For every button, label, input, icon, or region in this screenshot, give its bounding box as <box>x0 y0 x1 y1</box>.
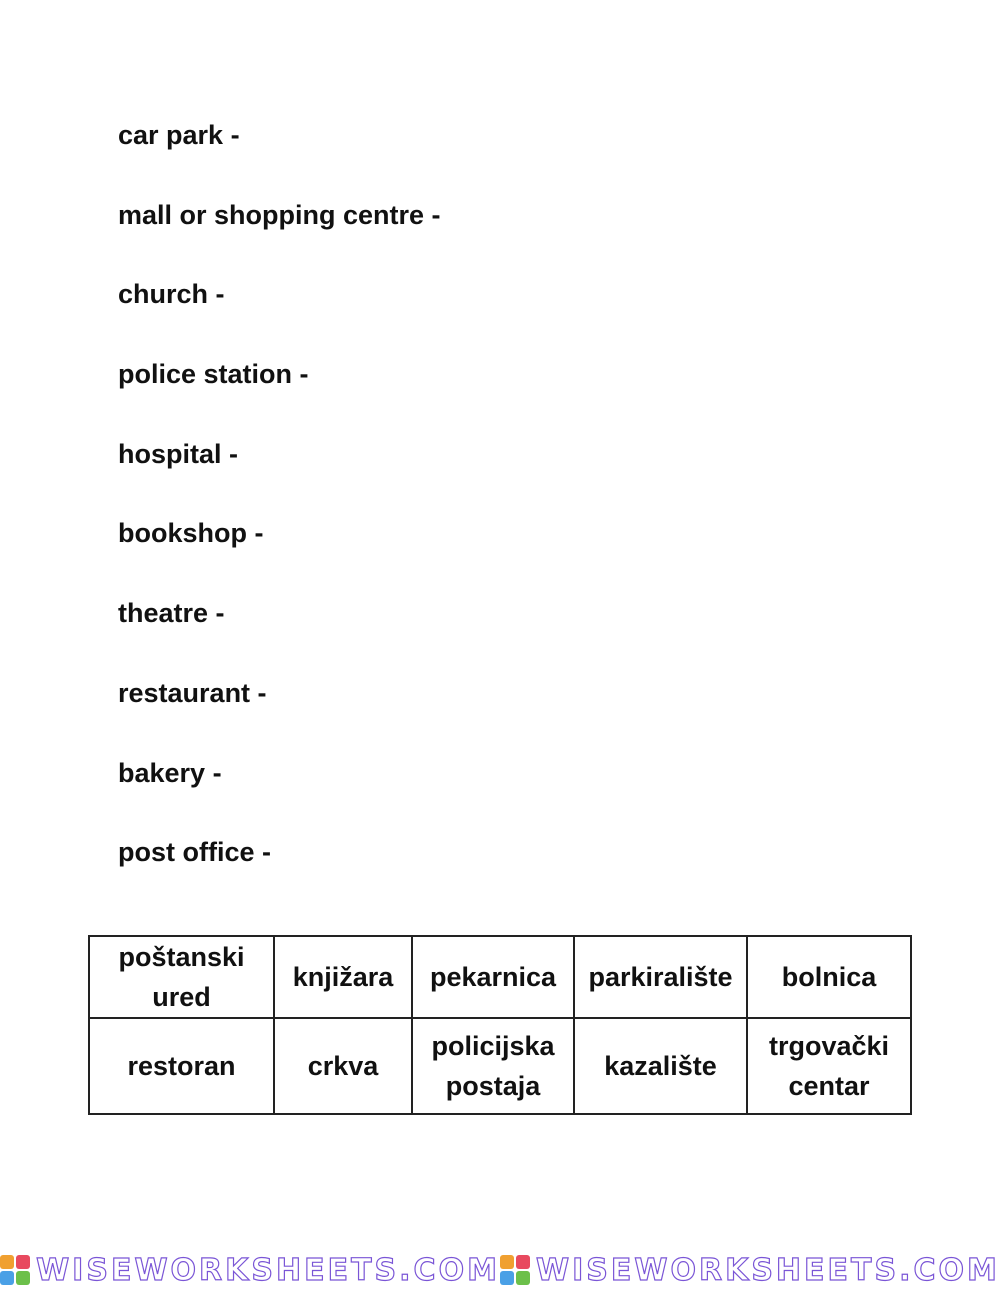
word-card[interactable]: restoran <box>89 1018 274 1114</box>
word-bank-row <box>89 1018 911 1114</box>
word-card[interactable]: bolnica <box>747 936 911 1018</box>
prompt-theatre: theatre - <box>118 598 225 629</box>
prompt-hospital: hospital - <box>118 438 238 469</box>
footer-watermark <box>0 1252 1000 1288</box>
prompt-police-station: police station - <box>118 359 309 390</box>
brand-watermark <box>0 1253 500 1288</box>
brand-text: WISEWORKSHEETS.COM <box>36 1252 500 1288</box>
brand-logo-icon <box>500 1255 530 1285</box>
prompt-post-office: post office - <box>118 837 271 868</box>
word-card[interactable]: kazalište <box>574 1018 747 1114</box>
prompt-mall: mall or shopping centre - <box>118 199 441 230</box>
brand-watermark <box>500 1253 1000 1288</box>
word-card[interactable]: trgovački centar <box>747 1018 911 1114</box>
prompt-car-park: car park - <box>118 120 240 150</box>
vocabulary-prompt-list <box>118 114 441 911</box>
prompt-bakery: bakery - <box>118 757 222 788</box>
prompt-restaurant: restaurant - <box>118 677 267 708</box>
brand-logo-icon <box>0 1255 30 1285</box>
prompt-bookshop: bookshop - <box>118 518 264 549</box>
brand-text: WISEWORKSHEETS.COM <box>536 1252 1000 1288</box>
word-card[interactable]: parkiralište <box>574 936 747 1018</box>
word-card[interactable]: knjižara <box>274 936 412 1018</box>
word-bank-table <box>88 935 912 1115</box>
word-card[interactable]: pekarnica <box>412 936 574 1018</box>
word-card[interactable]: policijska postaja <box>412 1018 574 1114</box>
word-card[interactable]: crkva <box>274 1018 412 1114</box>
prompt-church: church - <box>118 279 225 310</box>
word-card[interactable]: poštanski ured <box>89 936 274 1018</box>
word-bank-row <box>89 936 911 1018</box>
